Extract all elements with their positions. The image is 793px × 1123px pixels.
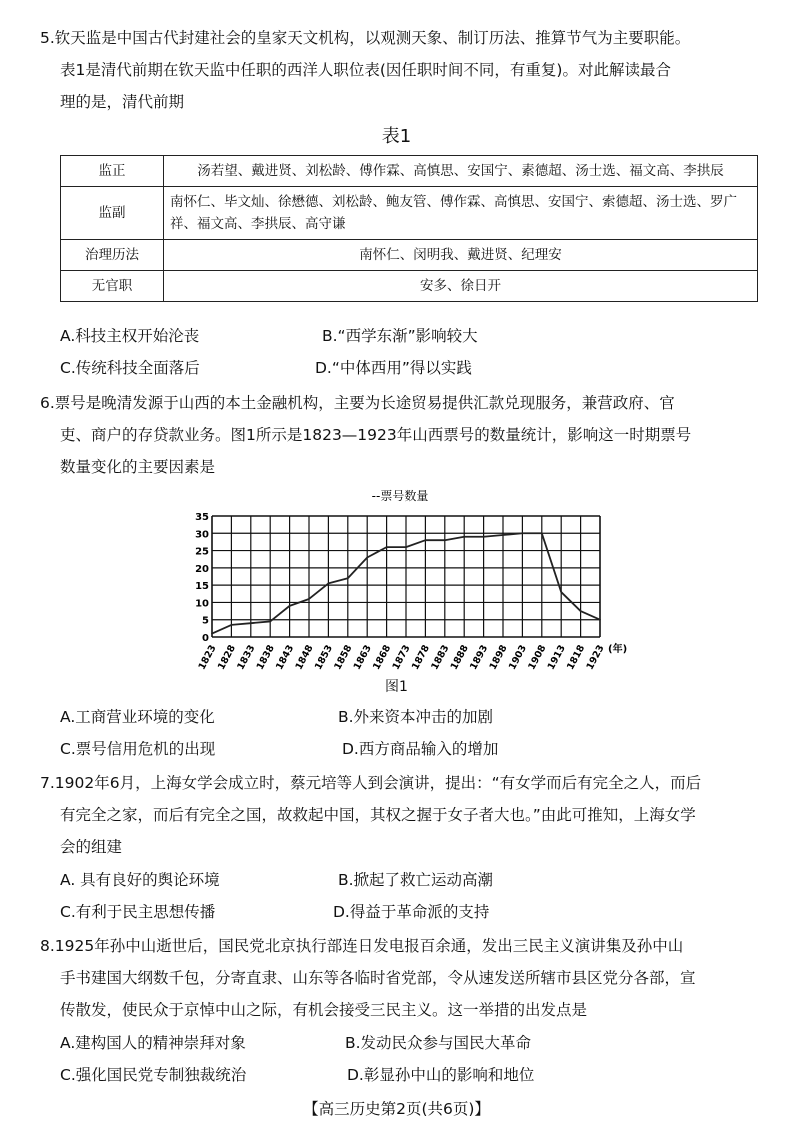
question-7-stem xyxy=(40,767,760,863)
x-tick-label: 1818 xyxy=(565,643,588,672)
stem-line: 数量变化的主要因素是 xyxy=(60,458,216,476)
stem-line: 7.1902年6月，上海女学会成立时，蔡元培等人到会演讲，提出：“有女学而后有完全之人，而后 xyxy=(40,774,702,792)
option-c[interactable]: C.票号信用危机的出现 xyxy=(60,740,216,758)
stem-line: 6.票号是晚清发源于山西的本土金融机构，主要为长途贸易提供汇款兑现服务，兼营政府、官 xyxy=(40,394,675,412)
y-tick-label: 10 xyxy=(195,598,209,610)
table-caption: 表1 xyxy=(381,126,412,147)
stem-line: 8.1925年孙中山逝世后，国民党北京执行部连日发电报百余通，发出三民主义演讲集及孙中山 xyxy=(40,937,684,955)
y-tick-label: 20 xyxy=(195,563,209,575)
stem-line: 传散发，使民众于京悼中山之际，有机会接受三民主义。这一举措的出发点是 xyxy=(60,1001,588,1019)
table-row xyxy=(61,240,758,271)
question-8-stem xyxy=(40,930,760,1026)
option-c[interactable]: C.有利于民主思想传播 xyxy=(60,903,216,921)
x-axis-label: (年) xyxy=(608,644,628,655)
y-tick-label: 0 xyxy=(202,633,209,644)
option-a[interactable]: A.工商营业环境的变化 xyxy=(60,708,215,726)
table-row xyxy=(61,271,758,302)
stem-line: 理的是，清代前期 xyxy=(60,93,185,111)
stem-line: 吏、商户的存贷款业务。图1所示是1823—1923年山西票号的数量统计，影响这一时期票号 xyxy=(60,426,692,444)
y-tick-label: 35 xyxy=(195,512,209,523)
y-axis xyxy=(195,512,209,644)
x-tick-label: 1853 xyxy=(312,643,336,672)
x-tick-label: 1828 xyxy=(215,643,239,672)
table-row xyxy=(61,187,758,240)
x-tick-label: 1903 xyxy=(506,643,530,672)
chart-title: --票号数量 xyxy=(371,489,429,503)
option-a[interactable]: A. 具有良好的舆论环境 xyxy=(60,871,220,889)
x-tick-label: 1878 xyxy=(409,643,433,672)
option-d[interactable]: D.“中体西用”得以实践 xyxy=(315,359,472,377)
x-tick-label: 1873 xyxy=(390,643,413,672)
x-tick-label: 1888 xyxy=(448,643,471,672)
option-a[interactable]: A.建构国人的精神崇拜对象 xyxy=(60,1034,246,1052)
question-6-stem xyxy=(40,387,760,483)
y-tick-label: 5 xyxy=(202,615,209,627)
stem-line: 5.钦天监是中国古代封建社会的皇家天文机构，以观测天象、制订历法、推算节气为主要职能。 xyxy=(40,29,691,47)
x-tick-label: 1908 xyxy=(526,643,549,672)
x-tick-label: 1893 xyxy=(468,643,491,672)
option-b[interactable]: B.发动民众参与国民大革命 xyxy=(345,1034,532,1052)
x-tick-label: 1898 xyxy=(487,643,510,672)
table-cell-role: 监副 xyxy=(61,187,164,240)
stem-line: 手书建国大纲数千包，分寄直隶、山东等各临时省党部，令从速发送所辖市县区党分各部，宣 xyxy=(60,969,696,987)
x-tick-label: 1833 xyxy=(235,643,258,672)
x-tick-label: 1843 xyxy=(274,643,297,672)
table-cell-role: 监正 xyxy=(61,156,164,187)
table-cell-names: 安多、徐日开 xyxy=(164,271,758,302)
x-tick-label: 1868 xyxy=(371,643,394,672)
line-chart xyxy=(190,484,640,684)
table-cell-role: 无官职 xyxy=(61,271,164,302)
x-tick-label: 1848 xyxy=(293,643,316,672)
table-row xyxy=(61,156,758,187)
x-tick-label: 1823 xyxy=(196,643,219,672)
x-tick-label: 1883 xyxy=(429,643,452,672)
table-cell-names: 南怀仁、闵明我、戴进贤、纪理安 xyxy=(164,240,758,271)
position-table xyxy=(60,155,758,302)
x-tick-label: 1923 xyxy=(584,643,607,672)
table-cell-role: 治理历法 xyxy=(61,240,164,271)
x-tick-label: 1858 xyxy=(332,643,355,672)
option-c[interactable]: C.强化国民党专制独裁统治 xyxy=(60,1066,247,1084)
y-tick-label: 15 xyxy=(195,581,209,593)
table-cell-names: 南怀仁、毕文灿、徐懋德、刘松龄、鲍友管、傅作霖、高慎思、安国宁、索德超、汤士选、罗广祥、福文高、李拱辰、高守谦 xyxy=(164,187,758,240)
option-d[interactable]: D.西方商品输入的增加 xyxy=(342,740,499,758)
figure-caption: 图1 xyxy=(385,679,408,695)
option-b[interactable]: B.外来资本冲击的加剧 xyxy=(338,708,494,726)
stem-line: 会的组建 xyxy=(60,838,123,856)
x-tick-label: 1913 xyxy=(545,643,568,672)
stem-line: 表1是清代前期在钦天监中任职的西洋人职位表(因任职时间不同，有重复)。对此解读最合 xyxy=(60,61,671,79)
x-tick-label: 1838 xyxy=(254,643,277,672)
option-a[interactable]: A.科技主权开始沦丧 xyxy=(60,327,200,345)
x-axis xyxy=(197,643,607,672)
y-tick-label: 25 xyxy=(195,546,209,558)
stem-line: 有完全之家，而后有完全之国，故救起中国，其权之握于女子者大也。”由此可推知，上海女学 xyxy=(60,806,696,824)
option-b[interactable]: B.掀起了救亡运动高潮 xyxy=(338,871,494,889)
page-footer: 【高三历史第2页(共6页)】 xyxy=(303,1100,490,1118)
option-d[interactable]: D.得益于革命派的支持 xyxy=(333,903,490,921)
option-b[interactable]: B.“西学东渐”影响较大 xyxy=(322,327,478,345)
x-tick-label: 1863 xyxy=(351,643,374,672)
table-cell-names: 汤若望、戴进贤、刘松龄、傅作霖、高慎思、安国宁、素德超、汤士选、福文高、李拱辰 xyxy=(164,156,758,187)
option-c[interactable]: C.传统科技全面落后 xyxy=(60,359,200,377)
option-d[interactable]: D.彰显孙中山的影响和地位 xyxy=(347,1066,535,1084)
y-tick-label: 30 xyxy=(195,529,209,541)
question-5-stem xyxy=(40,22,760,118)
